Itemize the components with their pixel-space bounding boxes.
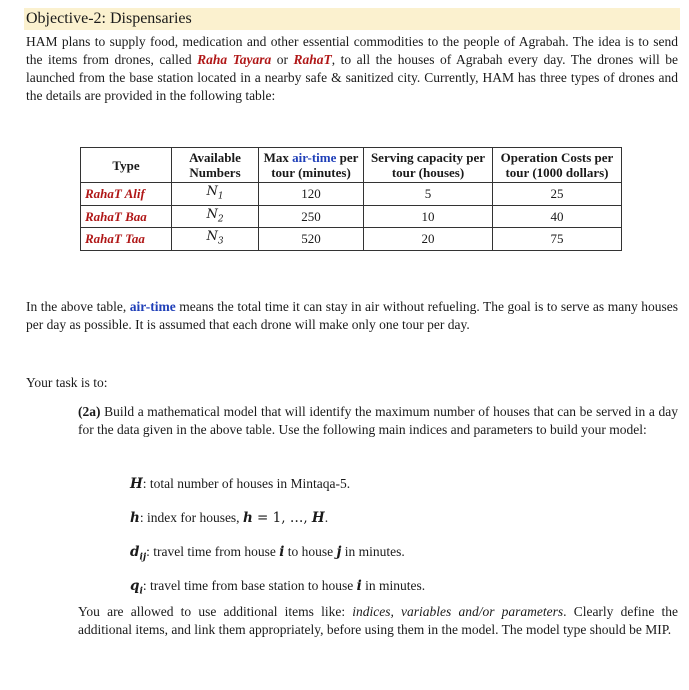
question-2a-text: Build a mathematical model that will identify the maximum number of houses that can be served in a day for the data given in the above table. Use the following main indices and parameters to build your model: <box>78 404 678 437</box>
cell-available <box>172 228 259 251</box>
definition-d-text-2: to house <box>284 544 337 559</box>
allowed-items-italic: indices, variables and/or parameters <box>352 604 564 619</box>
header-available: Available Numbers <box>172 148 259 183</box>
cell-available-subscript: 2 <box>217 214 224 225</box>
cell-type: RahaT Taa <box>81 228 172 251</box>
header-max-air-time <box>259 148 364 183</box>
cell-available-subscript: 1 <box>217 191 224 202</box>
symbol-i: i <box>356 578 362 594</box>
table-row <box>81 183 622 206</box>
cell-type: RahaT Alif <box>81 183 172 206</box>
airtime-text-1: In the above table, <box>26 299 130 314</box>
symbol-d-subscript: ij <box>139 552 147 563</box>
header-max-pre: Max <box>263 150 293 165</box>
definition-d-text-1: : travel time from house <box>146 544 280 559</box>
cell-operation-cost: 40 <box>493 205 622 228</box>
airtime-paragraph <box>26 298 678 334</box>
section-heading: Objective-2: Dispensaries <box>24 8 680 30</box>
definition-d-text-3: in minutes. <box>341 544 405 559</box>
definition-q-text-1: : travel time from base station to house <box>142 578 357 593</box>
table-row <box>81 205 622 228</box>
symbol-q: q <box>130 578 140 594</box>
definition-H <box>130 475 350 493</box>
cell-max-air-time: 520 <box>259 228 364 251</box>
question-2a <box>78 403 678 439</box>
cell-type: RahaT Baa <box>81 205 172 228</box>
question-2a-label: (2a) <box>78 404 101 419</box>
definition-q <box>130 577 425 601</box>
intro-text-1: HAM plans to supply food, medication and other essential commodities to the people of Agrabah. The idea is to send the items from drones, called <box>26 34 678 67</box>
intro-paragraph <box>26 33 678 105</box>
cell-available <box>172 183 259 206</box>
drone-name-raha-tayara: Raha Tayara <box>197 52 272 67</box>
definition-h <box>130 509 328 527</box>
allowed-text-2: . Clearly define the additional items, and link them appropriately, before using them in the model. The model type should be MIP. <box>78 604 678 637</box>
symbol-H: H <box>130 476 143 492</box>
cell-available-symbol: N <box>206 229 218 245</box>
intro-text-2: or <box>271 52 294 67</box>
drone-name-rahat: RahaT <box>293 52 332 67</box>
cell-serving-capacity: 10 <box>364 205 493 228</box>
airtime-term: air-time <box>129 299 176 314</box>
h-end: . <box>324 510 329 525</box>
cell-operation-cost: 75 <box>493 228 622 251</box>
task-intro: Your task is to: <box>26 375 108 390</box>
header-max-post: per tour (minutes) <box>271 150 359 180</box>
cell-operation-cost: 25 <box>493 183 622 206</box>
cell-max-air-time: 250 <box>259 205 364 228</box>
allowed-text-1: You are allowed to use additional items like: <box>78 604 353 619</box>
symbol-i: i <box>279 544 285 560</box>
symbol-q-subscript: i <box>139 586 143 597</box>
cell-available-subscript: 3 <box>217 236 224 247</box>
definition-d <box>130 543 405 567</box>
cell-max-air-time: 120 <box>259 183 364 206</box>
table-row <box>81 228 622 251</box>
cell-available-symbol: N <box>206 206 218 222</box>
symbol-d: d <box>130 544 140 560</box>
table-header-row <box>81 148 622 183</box>
header-serving-capacity: Serving capacity per tour (houses) <box>364 148 493 183</box>
h-range: = 1, …, <box>252 510 312 526</box>
cell-serving-capacity: 20 <box>364 228 493 251</box>
definition-h-text: : index for houses, <box>139 510 243 525</box>
allowed-items-paragraph <box>78 603 678 639</box>
drone-table <box>80 147 622 251</box>
definition-q-text-2: in minutes. <box>361 578 426 593</box>
symbol-j: j <box>336 544 342 560</box>
cell-available-symbol: N <box>206 184 218 199</box>
header-max-air-time-term: air-time <box>292 150 337 165</box>
header-type: Type <box>81 148 172 183</box>
cell-available <box>172 205 259 228</box>
intro-text-3: , to all the houses of Agrabah every day. The drones will be launched from the base station located in a nearby safe & sanitized city. Currently, HAM has three types of drones and the details are provided in the following table: <box>26 52 679 103</box>
symbol-h-eq: h <box>242 510 253 526</box>
cell-serving-capacity: 5 <box>364 183 493 206</box>
header-operation-costs: Operation Costs per tour (1000 dollars) <box>493 148 622 183</box>
symbol-H-bound: H <box>311 510 325 526</box>
definition-H-text: : total number of houses in Mintaqa-5. <box>142 476 351 491</box>
airtime-text-2: means the total time it can stay in air without refueling. The goal is to serve as many houses per day as possible. It is assumed that each drone will make only one tour per day. <box>26 299 678 332</box>
symbol-h: h <box>130 510 140 526</box>
